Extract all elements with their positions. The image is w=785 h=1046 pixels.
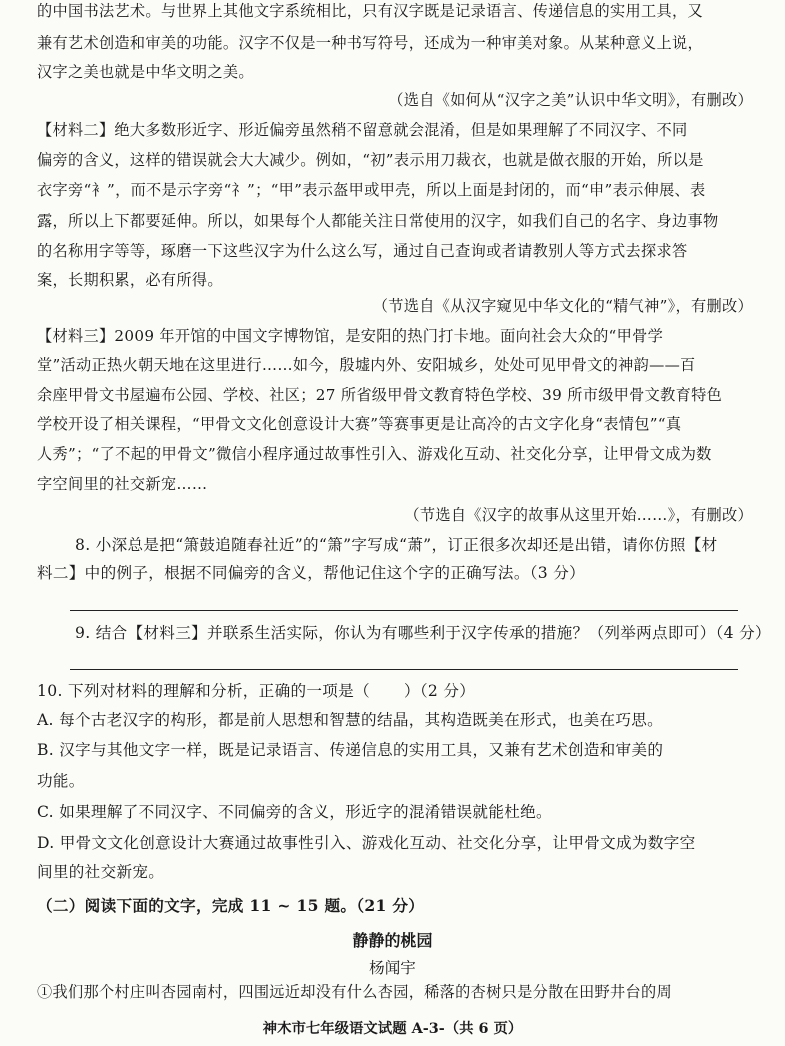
q9-question: 9. 结合【材料三】并联系生活实际，你认为有哪些利于汉字传承的措施？（列举两点即可）（4 分）	[75, 624, 771, 642]
q9-answer-line[interactable]	[70, 669, 738, 670]
q10-option-c: C. 如果理解了不同汉字、不同偏旁的含义，形近字的混淆错误就能杜绝。	[37, 803, 552, 821]
q8-answer-line[interactable]	[70, 610, 738, 611]
q8-line-1: 8. 小深总是把“箫鼓追随春社近”的“箫”字写成“萧”，订正很多次却还是出错，请你仿照【材	[75, 536, 718, 554]
material2-line-4: 露，所以上下都要延伸。所以，如果每个人都能关注日常使用的汉字，如我们自己的名字、身边事物	[37, 212, 719, 230]
q10-option-b-cont: 功能。	[37, 772, 85, 790]
passage-title: 静静的桃园	[352, 931, 433, 950]
material2-line-5: 的名称用字等等，琢磨一下这些汉字为什么这么写，通过自己查询或者请教别人等方式去探求答	[37, 242, 688, 260]
material3-line-5: 人秀”；“了不起的甲骨文”微信小程序通过故事性引入、游戏化互动、社交化分享，让甲骨文成为数	[37, 445, 712, 463]
q10-option-d: D. 甲骨文文化创意设计大赛通过故事性引入、游戏化互动、社交化分享，让甲骨文成为数字空	[37, 834, 696, 852]
material2-line-2: 偏旁的含义，这样的错误就会大大减少。例如，“初”表示用刀裁衣，也就是做衣服的开始，所以是	[37, 151, 704, 169]
material2-line-1: 【材料二】绝大多数形近字、形近偏旁虽然稍不留意就会混淆，但是如果理解了不同汉字、不同	[37, 121, 688, 139]
material2-line-6: 案，长期积累，必有所得。	[37, 271, 223, 289]
material3-source: （节选自《汉字的故事从这里开始……》，有删改）	[404, 506, 753, 524]
page-footer: 神木市七年级语文试题 A-3-（共 6 页）	[262, 1020, 523, 1037]
material3-line-6: 字空间里的社交新宠……	[37, 475, 208, 493]
q10-stem-after: ）（2 分）	[403, 682, 476, 700]
q8-line-2: 料二】中的例子，根据不同偏旁的含义，帮他记住这个字的正确写法。（3 分）	[37, 564, 586, 582]
material3-line-3: 余座甲骨文书屋遍布公园、学校、社区；27 所省级甲骨文教育特色学校、39 所市级甲骨文教育特色	[37, 386, 723, 404]
q10-option-a: A. 每个古老汉字的构形，都是前人思想和智慧的结晶，其构造既美在形式，也美在巧思。	[37, 711, 664, 729]
intro-source: （选自《如何从“汉字之美”认识中华文明》，有删改）	[388, 91, 753, 109]
material3-line-4: 学校开设了相关课程，“甲骨文文化创意设计大赛”等赛事更是让高冷的古文字化身“表情包”“真	[37, 415, 682, 433]
q10-stem-before: 10. 下列对材料的理解和分析，正确的一项是（	[37, 682, 370, 700]
material3-line-1: 【材料三】2009 年开馆的中国文字博物馆，是安阳的热门打卡地。面向社会大众的“甲骨学	[37, 327, 664, 345]
q10-option-b: B. 汉字与其他文字一样，既是记录语言、传递信息的实用工具，又兼有艺术创造和审美的	[37, 741, 664, 759]
intro-line-2: 兼有艺术创造和审美的功能。汉字不仅是一种书写符号，还成为一种审美对象。从某种意义上说，	[37, 34, 703, 52]
material2-line-3: 衣字旁“衤”，而不是示字旁“礻”；“甲”表示盔甲或甲壳，所以上面是封闭的，而“申”表示伸展、表	[37, 181, 706, 199]
material2-source: （节选自《从汉字窥见中华文化的“精气神”》，有删改）	[372, 297, 753, 315]
section2-heading: （二）阅读下面的文字，完成 11 ~ 15 题。（21 分）	[37, 896, 425, 915]
q10-option-d-cont: 间里的社交新宠。	[37, 863, 165, 881]
material3-line-2: 堂”活动正热火朝天地在这里进行……如今，殷墟内外、安阳城乡，处处可见甲骨文的神韵——百	[37, 356, 696, 374]
passage-author: 杨闻宇	[369, 959, 416, 977]
intro-line-1: 的中国书法艺术。与世界上其他文字系统相比，只有汉字既是记录语言、传递信息的实用工具，又	[37, 2, 703, 20]
intro-line-3: 汉字之美也就是中华文明之美。	[37, 63, 254, 81]
q10-stem	[37, 681, 475, 701]
passage-first-line: ①我们那个村庄叫杏园南村，四围远近却没有什么杏园，稀落的杏树只是分散在田野井台的周	[37, 983, 672, 1001]
